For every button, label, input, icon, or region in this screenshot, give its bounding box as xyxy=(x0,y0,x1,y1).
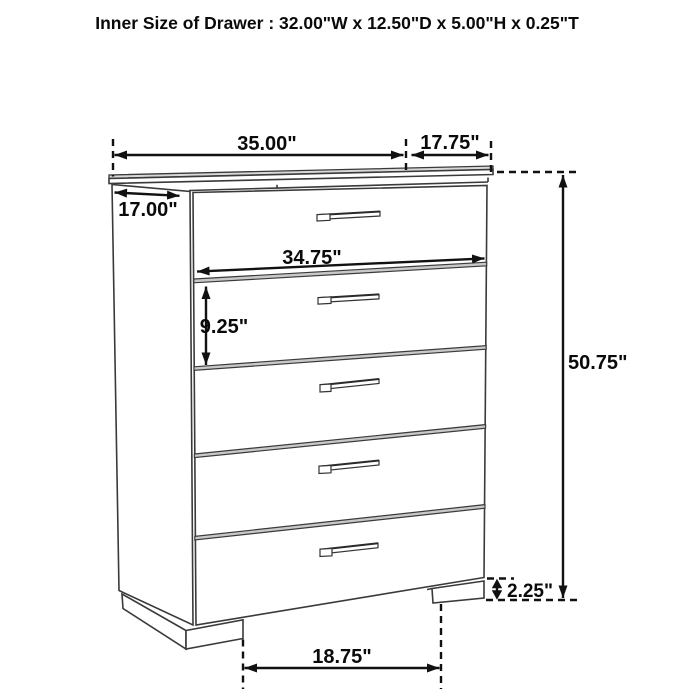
dim-drawer-width-label: 34.75" xyxy=(282,247,342,269)
dim-foot-height-arrow xyxy=(492,579,502,600)
dim-drawer-height-label: 9.25" xyxy=(199,316,249,338)
dim-top-width-label: 35.00" xyxy=(237,133,297,155)
chest-top-board xyxy=(109,166,493,184)
dim-top-depth-label: 17.75" xyxy=(420,132,480,154)
dim-overall-height-label: 50.75" xyxy=(568,352,628,374)
diagram-title: Inner Size of Drawer : 32.00"W x 12.50"D x 5.00"H x 0.25"T xyxy=(95,13,579,33)
dim-foot-height-label: 2.25" xyxy=(507,581,553,602)
dim-foot-span-label: 18.75" xyxy=(312,646,372,668)
side-panel xyxy=(112,185,193,626)
dim-side-depth-label: 17.00" xyxy=(118,199,178,221)
